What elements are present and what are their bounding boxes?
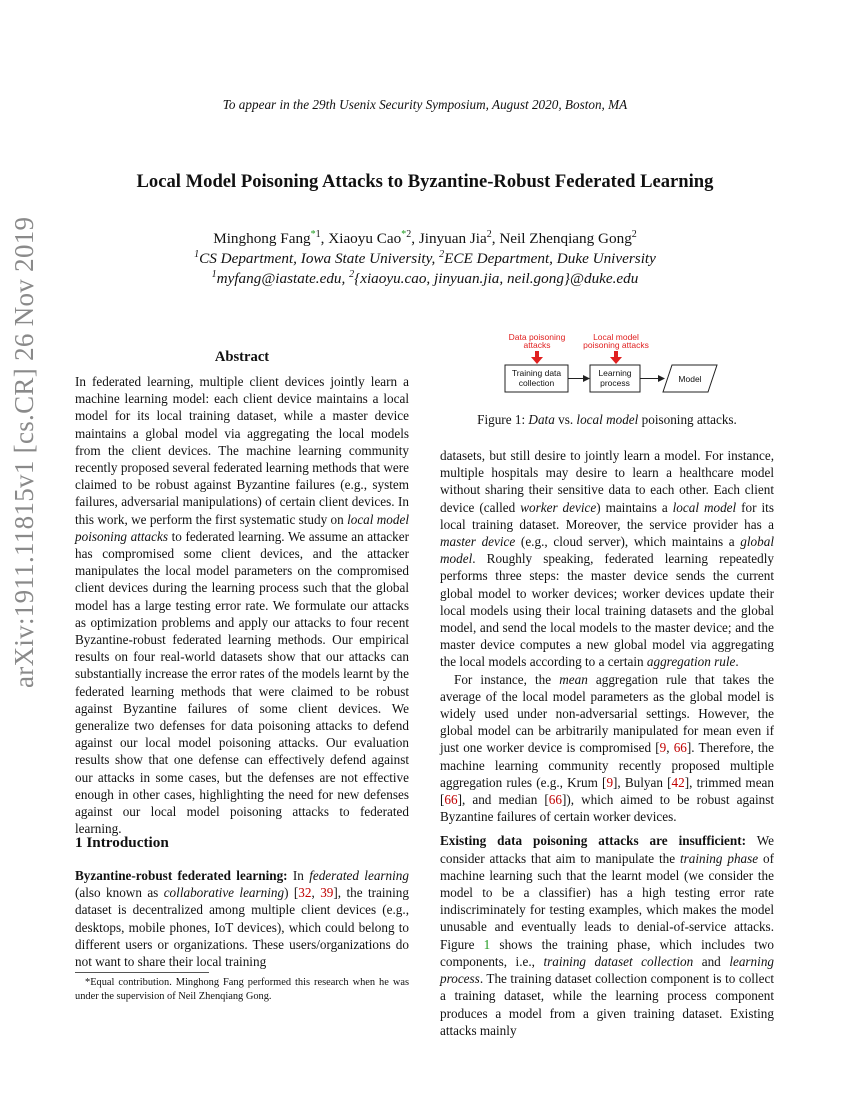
abstract-heading: Abstract xyxy=(214,349,270,365)
paragraph: For instance, the mean aggregation rule that takes the average of the local model parameters as the global model is widely used under non-adversarial settings. However, the global model can be arbitrarily manipulated for mean even if just one worker device is compromised [9, 66]. Therefore, the machine learning community recently proposed multiple aggregation rules (e.g., Krum [9], Bulyan [42], trimmed mean [66], and median [66]), which aimed to be robust against Byzantine failures of certain worker devices. xyxy=(440,671,775,825)
footnote: *Equal contribution. Minghong Fang performed this research when he was under the supervision of Neil Zhenqiang Gong. xyxy=(75,977,409,1002)
figure-label: Local model xyxy=(593,332,639,342)
citation-link[interactable]: 39 xyxy=(320,885,334,901)
paragraph: Existing data poisoning attacks are insufficient: We consider attacks that aim to manipulate the training phase of machine learning such that the learnt model (we consider the model to be a classifier) has a high testing error rate indiscriminately for testing examples, which makes the model unusable and eventually leads to denial-of-service attacks. Figure 1 shows the training phase, which includes two components, i.e., training dataset collection and learning process. The training dataset collection component is to collect a training dataset, while the learning process component produces a model from a given training dataset. Existing attacks mainly xyxy=(440,833,775,1038)
affiliation-mark: 2 xyxy=(631,229,637,240)
svg-text:collection: collection xyxy=(518,378,555,388)
affiliation-mark: 2 xyxy=(406,229,412,240)
citation-link[interactable]: 32 xyxy=(298,885,312,901)
author-names: Minghong Fang$^{*1}$, Xiaoyu Cao$^{*2}$, Jinyuan Jia$^2$, Neil Zhenqiang Gong$^2$ xyxy=(213,229,637,247)
affiliation-mark: 1 xyxy=(194,249,200,260)
right-column-body xyxy=(440,447,774,1039)
affiliation-mark: 2 xyxy=(349,269,355,280)
introduction-body: Byzantine-robust federated learning: In federated learning (also known as collaborative learning) [32, 39], the training dataset is decentralized among multiple client devices (e.g., desktops, mobile phones, IoT devices), which could belong to different users or organizations. These users/organizations do not want to share their local training xyxy=(75,868,409,970)
equal-contribution-mark[interactable]: * xyxy=(401,229,407,240)
author-name: Jinyuan Jia xyxy=(418,230,487,247)
citation-link[interactable]: 9 xyxy=(606,774,614,790)
equal-contribution-mark[interactable]: * xyxy=(310,229,316,240)
arxiv-identifier: arXiv:1911.11815v1 [cs.CR] 26 Nov 2019 xyxy=(9,216,39,688)
email: {xiaoyu.cao, jinyuan.jia, neil.gong}@duke.edu xyxy=(354,270,639,287)
svg-text:process: process xyxy=(600,378,630,388)
citation-link[interactable]: 66 xyxy=(673,740,687,756)
emails xyxy=(0,269,850,289)
paper-title: Local Model Poisoning Attacks to Byzantine-Robust Federated Learning xyxy=(136,171,714,192)
figure-label: Data poisoning xyxy=(508,332,566,342)
venue-line: To appear in the 29th Usenix Security Symposium, August 2020, Boston, MA xyxy=(222,97,628,112)
down-arrow-icon xyxy=(610,351,622,364)
author-name: Neil Zhenqiang Gong xyxy=(499,230,632,247)
figure-label: poisoning attacks xyxy=(583,340,649,350)
affiliation-mark: 2 xyxy=(439,249,445,260)
affiliation-text: ECE Department, Duke University xyxy=(444,250,656,267)
svg-text:Training data: Training data xyxy=(511,368,562,378)
paragraph: datasets, but still desire to jointly learn a model. For instance, multiple hospitals may desire to learn a healthcare model without sharing their sensitive data to each other. Each client device (called worker device) maintains a local model for its local training dataset. Moreover, the service provider has a master device (e.g., cloud server), which maintains a global model. Roughly speaking, federated learning repeatedly performs three steps: the master device sends the current global model to worker devices; worker devices update their local models using their local training datasets and the global model, and send the local models to the master device; and the master device computes a new global model via aggregating the local models according to a certain aggregation rule. xyxy=(440,448,774,670)
citation-link[interactable]: 42 xyxy=(671,774,685,790)
right-arrow-icon xyxy=(568,375,590,382)
affiliation-text: CS Department, Iowa State University, xyxy=(199,250,436,267)
figure-1 xyxy=(440,327,774,400)
svg-text:Model: Model xyxy=(678,374,702,384)
citation-link[interactable]: 9 xyxy=(659,740,667,756)
author-block xyxy=(0,229,850,289)
email: myfang@iastate.edu, xyxy=(216,270,346,287)
right-arrow-icon xyxy=(640,375,665,382)
citation-link[interactable]: 66 xyxy=(548,792,562,808)
affiliation-mark: 1 xyxy=(211,269,217,280)
author-name: Xiaoyu Cao xyxy=(328,230,402,247)
down-arrow-icon xyxy=(531,351,543,364)
affiliation-mark: 1 xyxy=(315,229,321,240)
figure-label: attacks xyxy=(523,340,551,350)
footnote-rule xyxy=(75,972,209,973)
figure-caption: Figure 1: Data vs. local model poisoning attacks. xyxy=(477,412,737,427)
citation-link[interactable]: 66 xyxy=(444,792,458,808)
abstract-body: In federated learning, multiple client devices jointly learn a machine learning model: each client device maintains a local model for its local training dataset, while a master device maintains a global model via aggregating the local models from the client devices. The machine learning community recently proposed several federated learning methods that were claimed to be robust against Byzantine failures (e.g., system failures, adversarial manipulations) of certain client devices. In this work, we perform the first systematic study on local model poisoning attacks to federated learning. We assume an attacker has compromised some client devices, and the attacker manipulates the local model parameters on the compromised client devices during the learning process such that the global model has a large testing error rate. We formulate our attacks as optimization problems and apply our attacks to four recent Byzantine-robust federated learning methods. Our empirical results on four real-world datasets show that our attacks can substantially increase the error rates of the models learnt by the federated learning methods that were claimed to be robust against Byzantine failures of some client devices. We generalize two defenses for data poisoning attacks to defend against our local model poisoning attacks. Our evaluation results show that one defense can effectively defend against our attacks in some cases, but the defenses are not effective enough in other cases, highlighting the need for new defenses against our local model poisoning attacks to federated learning. xyxy=(75,374,409,837)
affiliations xyxy=(0,249,850,269)
svg-text:Learning: Learning xyxy=(598,368,632,378)
section-heading-introduction: 1 Introduction xyxy=(75,834,169,851)
affiliation-mark: 2 xyxy=(486,229,492,240)
figure-link[interactable]: 1 xyxy=(483,936,491,952)
author-name: Minghong Fang xyxy=(213,230,311,247)
